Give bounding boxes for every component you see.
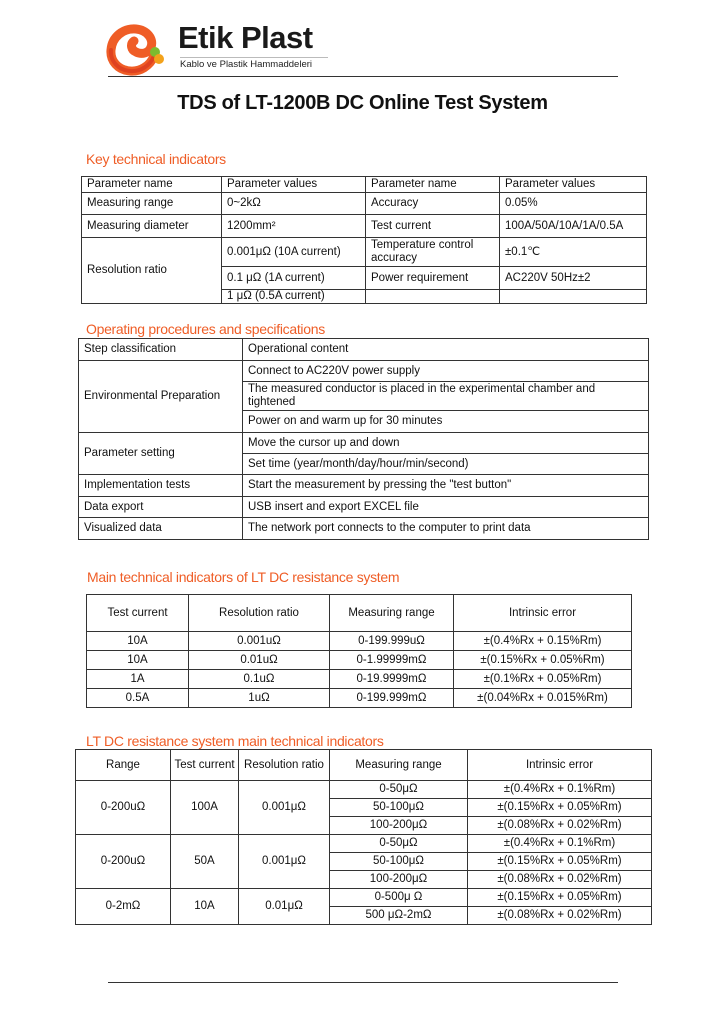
param-name: Test current xyxy=(366,215,500,238)
table-row xyxy=(87,689,632,708)
measuring-range-cell: 0-50μΩ xyxy=(330,781,468,799)
table-row xyxy=(79,433,649,454)
section-heading-operating-procedures: Operating procedures and specifications xyxy=(86,321,325,337)
resolution-cell: 0.01uΩ xyxy=(189,651,330,670)
param-value: 0.001μΩ (10A current) xyxy=(222,238,366,267)
table-row xyxy=(79,518,649,540)
resolution-cell: 0.01μΩ xyxy=(239,889,330,925)
step-label: Visualized data xyxy=(79,518,243,540)
range-cell: 0-200uΩ xyxy=(76,835,171,889)
header-cell: Test current xyxy=(171,750,239,781)
param-value: 0~2kΩ xyxy=(222,193,366,215)
system-indicators-table xyxy=(75,749,652,925)
param-value: AC220V 50Hz±2 xyxy=(500,267,647,290)
table-header-row xyxy=(76,750,652,781)
header-cell: Resolution ratio xyxy=(189,595,330,632)
header-cell: Step classification xyxy=(79,339,243,361)
resolution-cell: 0.1uΩ xyxy=(189,670,330,689)
header-cell: Measuring range xyxy=(330,595,454,632)
measuring-range-cell: 100-200μΩ xyxy=(330,817,468,835)
param-value xyxy=(500,290,647,304)
step-content: USB insert and export EXCEL file xyxy=(243,497,649,518)
table-header-row xyxy=(87,595,632,632)
header-cell: Test current xyxy=(87,595,189,632)
table-row xyxy=(87,651,632,670)
step-label: Parameter setting xyxy=(79,433,243,475)
header-cell: Intrinsic error xyxy=(468,750,652,781)
table-row xyxy=(79,497,649,518)
test-current-cell: 10A xyxy=(87,632,189,651)
section-heading-system-indicators: LT DC resistance system main technical indicators xyxy=(86,733,384,749)
param-name: Power requirement xyxy=(366,267,500,290)
test-current-cell: 0.5A xyxy=(87,689,189,708)
header-divider xyxy=(108,76,618,77)
step-content: Set time (year/month/day/hour/min/second) xyxy=(243,454,649,475)
param-value: 0.05% xyxy=(500,193,647,215)
header-cell: Range xyxy=(76,750,171,781)
intrinsic-error-cell: ±(0.15%Rx + 0.05%Rm) xyxy=(454,651,632,670)
measuring-range-cell: 0-199.999mΩ xyxy=(330,689,454,708)
test-current-cell: 100A xyxy=(171,781,239,835)
intrinsic-error-cell: ±(0.08%Rx + 0.02%Rm) xyxy=(468,907,652,925)
table-row xyxy=(87,632,632,651)
test-current-cell: 10A xyxy=(171,889,239,925)
param-value: 100A/50A/10A/1A/0.5A xyxy=(500,215,647,238)
resolution-cell: 0.001μΩ xyxy=(239,781,330,835)
test-current-cell: 10A xyxy=(87,651,189,670)
step-label: Implementation tests xyxy=(79,475,243,497)
step-label: Environmental Preparation xyxy=(79,361,243,433)
intrinsic-error-cell: ±(0.4%Rx + 0.1%Rm) xyxy=(468,781,652,799)
measuring-range-cell: 0-19.9999mΩ xyxy=(330,670,454,689)
brand-name: Etik Plast xyxy=(178,20,313,55)
intrinsic-error-cell: ±(0.4%Rx + 0.1%Rm) xyxy=(468,835,652,853)
param-value: 1200mm² xyxy=(222,215,366,238)
table-row xyxy=(76,781,652,799)
intrinsic-error-cell: ±(0.15%Rx + 0.05%Rm) xyxy=(468,889,652,907)
param-value: 0.1 μΩ (1A current) xyxy=(222,267,366,290)
table-row xyxy=(82,238,647,267)
step-label: Data export xyxy=(79,497,243,518)
param-name: Temperature control accuracy xyxy=(366,238,500,267)
table-row xyxy=(82,215,647,238)
measuring-range-cell: 0-1.99999mΩ xyxy=(330,651,454,670)
header-cell: Operational content xyxy=(243,339,649,361)
param-name xyxy=(366,290,500,304)
step-content: Power on and warm up for 30 minutes xyxy=(243,411,649,433)
range-cell: 0-200uΩ xyxy=(76,781,171,835)
table-row xyxy=(79,475,649,497)
table-row xyxy=(82,193,647,215)
brand-tagline: Kablo ve Plastik Hammaddeleri xyxy=(180,57,328,71)
resolution-cell: 0.001μΩ xyxy=(239,835,330,889)
measuring-range-cell: 0-500μ Ω xyxy=(330,889,468,907)
measuring-range-cell: 50-100μΩ xyxy=(330,799,468,817)
range-cell: 0-2mΩ xyxy=(76,889,171,925)
step-content: The measured conductor is placed in the experimental chamber and tightened xyxy=(243,382,649,411)
intrinsic-error-cell: ±(0.4%Rx + 0.15%Rm) xyxy=(454,632,632,651)
header-cell: Parameter name xyxy=(366,177,500,193)
document-title: TDS of LT-1200B DC Online Test System xyxy=(177,92,548,114)
section-heading-key-indicators: Key technical indicators xyxy=(86,151,226,167)
measuring-range-cell: 0-199.999uΩ xyxy=(330,632,454,651)
main-indicators-table xyxy=(86,594,632,708)
step-content: Start the measurement by pressing the "test button" xyxy=(243,475,649,497)
measuring-range-cell: 0-50μΩ xyxy=(330,835,468,853)
intrinsic-error-cell: ±(0.04%Rx + 0.015%Rm) xyxy=(454,689,632,708)
header-cell: Intrinsic error xyxy=(454,595,632,632)
test-current-cell: 50A xyxy=(171,835,239,889)
test-current-cell: 1A xyxy=(87,670,189,689)
header-cell: Measuring range xyxy=(330,750,468,781)
param-name: Measuring diameter xyxy=(82,215,222,238)
intrinsic-error-cell: ±(0.15%Rx + 0.05%Rm) xyxy=(468,853,652,871)
param-name: Accuracy xyxy=(366,193,500,215)
param-value: ±0.1℃ xyxy=(500,238,647,267)
intrinsic-error-cell: ±(0.15%Rx + 0.05%Rm) xyxy=(468,799,652,817)
measuring-range-cell: 100-200μΩ xyxy=(330,871,468,889)
step-content: Connect to AC220V power supply xyxy=(243,361,649,382)
measuring-range-cell: 50-100μΩ xyxy=(330,853,468,871)
resolution-cell: 1uΩ xyxy=(189,689,330,708)
table-header-row xyxy=(82,177,647,193)
swirl-logo-icon xyxy=(106,22,166,76)
step-content: The network port connects to the computer to print data xyxy=(243,518,649,540)
param-name: Measuring range xyxy=(82,193,222,215)
header-cell: Resolution ratio xyxy=(239,750,330,781)
step-content: Move the cursor up and down xyxy=(243,433,649,454)
key-indicators-table xyxy=(81,176,647,304)
intrinsic-error-cell: ±(0.08%Rx + 0.02%Rm) xyxy=(468,817,652,835)
table-row xyxy=(79,361,649,382)
table-row xyxy=(76,889,652,907)
measuring-range-cell: 500 μΩ-2mΩ xyxy=(330,907,468,925)
intrinsic-error-cell: ±(0.08%Rx + 0.02%Rm) xyxy=(468,871,652,889)
header-cell: Parameter values xyxy=(500,177,647,193)
param-value: 1 μΩ (0.5A current) xyxy=(222,290,366,304)
resolution-cell: 0.001uΩ xyxy=(189,632,330,651)
section-heading-main-indicators: Main technical indicators of LT DC resistance system xyxy=(87,569,400,585)
table-header-row xyxy=(79,339,649,361)
table-row xyxy=(76,835,652,853)
header-cell: Parameter name xyxy=(82,177,222,193)
table-row xyxy=(87,670,632,689)
intrinsic-error-cell: ±(0.1%Rx + 0.05%Rm) xyxy=(454,670,632,689)
footer-divider xyxy=(108,982,618,983)
header-cell: Parameter values xyxy=(222,177,366,193)
operating-procedures-table xyxy=(78,338,649,540)
param-name: Resolution ratio xyxy=(82,238,222,304)
